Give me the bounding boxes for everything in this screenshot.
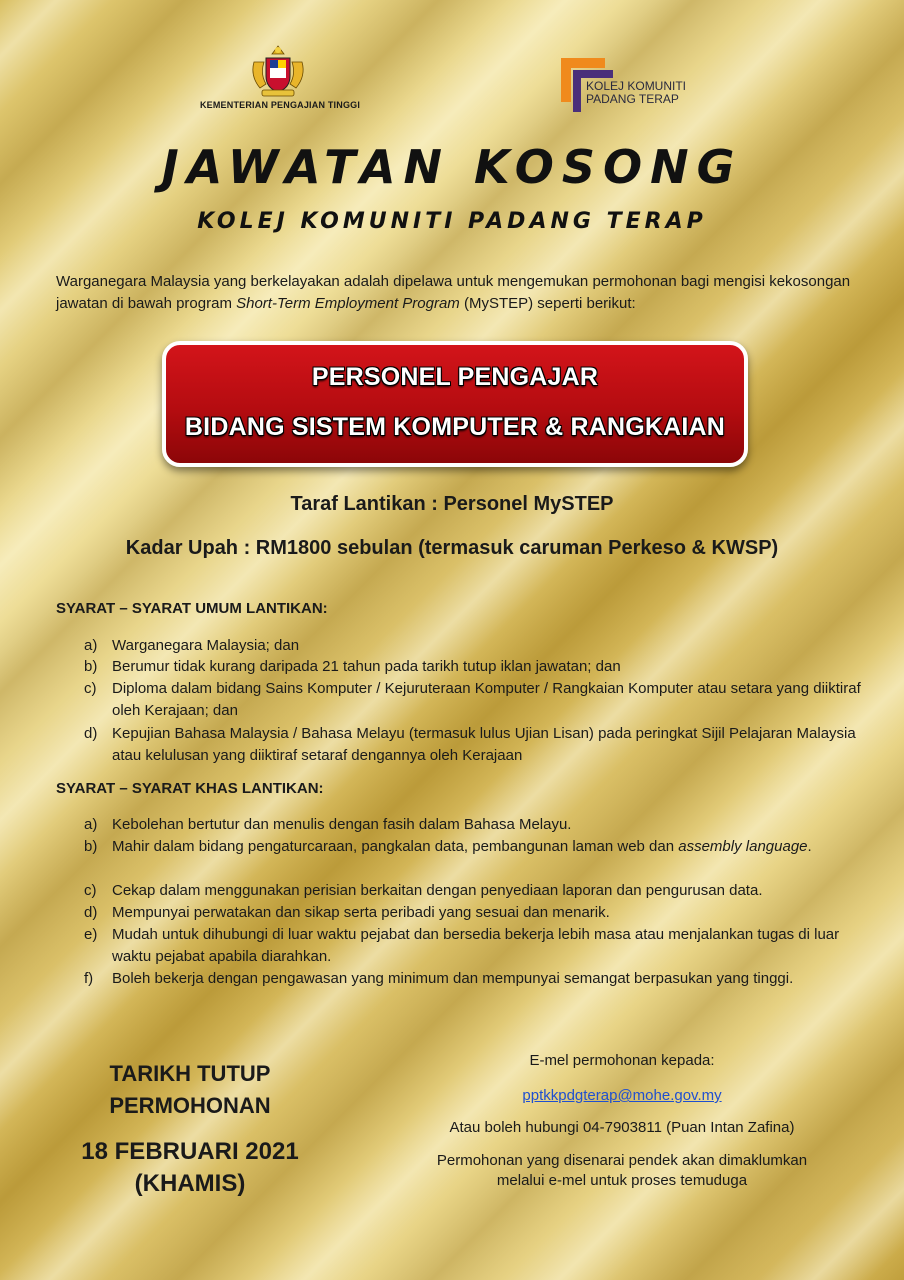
page-title: JAWATAN KOSONG xyxy=(161,140,743,194)
list-item-letter: c) xyxy=(84,882,97,899)
college-logo-line1: KOLEJ KOMUNITI xyxy=(586,79,687,93)
list-item-text: Cekap dalam menggunakan perisian berkaitan dengan penyediaan laporan dan pengurusan data. xyxy=(112,882,763,899)
shortlist-note-line1: Permohonan yang disenarai pendek akan dimaklumkan xyxy=(436,1152,808,1169)
email-link[interactable]: pptkkpdgterap@mohe.gov.my xyxy=(522,1087,722,1104)
list-item-text: Diploma dalam bidang Sains Komputer / Kejuruteraan Komputer / Rangkaian Komputer atau setara yang diiktiraf oleh Kerajaan; dan xyxy=(112,680,861,719)
appointment-status: Taraf Lantikan : Personel MySTEP xyxy=(290,493,614,515)
list-item-text: Kepujian Bahasa Malaysia / Bahasa Melayu (termasuk lulus Ujian Lisan) pada peringkat Sijil Pelajaran Malaysia atau kelulusan yang diiktiraf setaraf dengannya oleh Kerajaan xyxy=(112,725,856,764)
list-item-text: Berumur tidak kurang daripada 21 tahun pada tarikh tutup iklan jawatan; dan xyxy=(112,658,621,675)
list-item-letter: c) xyxy=(84,680,97,697)
closing-date-value: 18 FEBRUARI 2021 xyxy=(81,1138,299,1165)
list-item-text-italic: assembly language xyxy=(678,838,808,855)
list-item-text xyxy=(112,836,872,858)
page-subtitle: KOLEJ KOMUNITI PADANG TERAP xyxy=(197,209,707,234)
intro-text-start: Warganegara Malaysia yang berkelayakan adalah dipelawa untuk mengemukan permohonan bagi mengisi kekosongan jawatan di bawah program xyxy=(56,273,851,312)
special-requirements-heading: SYARAT – SYARAT KHAS LANTIKAN: xyxy=(56,780,324,797)
position-banner xyxy=(162,341,748,467)
list-item-letter: e) xyxy=(84,926,98,943)
list-item-letter: b) xyxy=(84,658,98,675)
position-field: BIDANG SISTEM KOMPUTER & RANGKAIAN xyxy=(184,413,726,441)
list-item-text: Mudah untuk dihubungi di luar waktu pejabat dan bersedia bekerja lebih masa atau menjalankan tugas di luar waktu pejabat apabila diarahkan. xyxy=(112,926,840,965)
closing-label-line1: TARIKH TUTUP xyxy=(109,1061,271,1086)
list-item-letter: b) xyxy=(84,838,98,855)
general-requirements-heading: SYARAT – SYARAT UMUM LANTIKAN: xyxy=(56,600,328,617)
list-item-letter: f) xyxy=(84,970,94,987)
closing-date xyxy=(40,1136,340,1200)
list-item-letter: d) xyxy=(84,725,98,742)
phone-contact: Atau boleh hubungi 04-7903811 (Puan Intan Zafina) xyxy=(449,1119,795,1136)
college-logo-text xyxy=(586,80,686,106)
list-item-text: Boleh bekerja dengan pengawasan yang minimum dan mempunyai semangat berpasukan yang tinggi. xyxy=(112,970,794,987)
position-title: PERSONEL PENGAJAR xyxy=(311,363,599,391)
closing-date-day: (KHAMIS) xyxy=(134,1170,246,1197)
email-label: E-mel permohonan kepada: xyxy=(529,1052,715,1069)
list-item-text: Mempunyai perwatakan dan sikap serta peribadi yang sesuai dan menarik. xyxy=(112,904,610,921)
list-item-letter: d) xyxy=(84,904,98,921)
list-item-letter: a) xyxy=(84,637,98,654)
shortlist-note xyxy=(400,1151,844,1191)
list-item-text: Kebolehan bertutur dan menulis dengan fasih dalam Bahasa Melayu. xyxy=(112,816,572,833)
college-logo-line2: PADANG TERAP xyxy=(586,92,679,106)
shortlist-note-line2: melalui e-mel untuk proses temuduga xyxy=(496,1172,748,1189)
closing-date-label xyxy=(40,1058,340,1122)
list-item-text-end: . xyxy=(807,838,812,855)
salary-rate: Kadar Upah : RM1800 sebulan (termasuk caruman Perkeso & KWSP) xyxy=(125,537,779,559)
intro-text-italic: Short-Term Employment Program xyxy=(236,295,460,312)
intro-paragraph xyxy=(56,271,856,315)
malaysia-coat-of-arms-icon xyxy=(246,44,310,100)
list-item-text-start: Mahir dalam bidang pengaturcaraan, pangkalan data, pembangunan laman web dan xyxy=(112,838,679,855)
list-item-letter: a) xyxy=(84,816,98,833)
list-item-text: Warganegara Malaysia; dan xyxy=(112,637,300,654)
closing-label-line2: PERMOHONAN xyxy=(109,1093,271,1118)
ministry-name: KEMENTERIAN PENGAJIAN TINGGI xyxy=(199,100,361,110)
intro-text-end: (MySTEP) seperti berikut: xyxy=(459,295,636,312)
